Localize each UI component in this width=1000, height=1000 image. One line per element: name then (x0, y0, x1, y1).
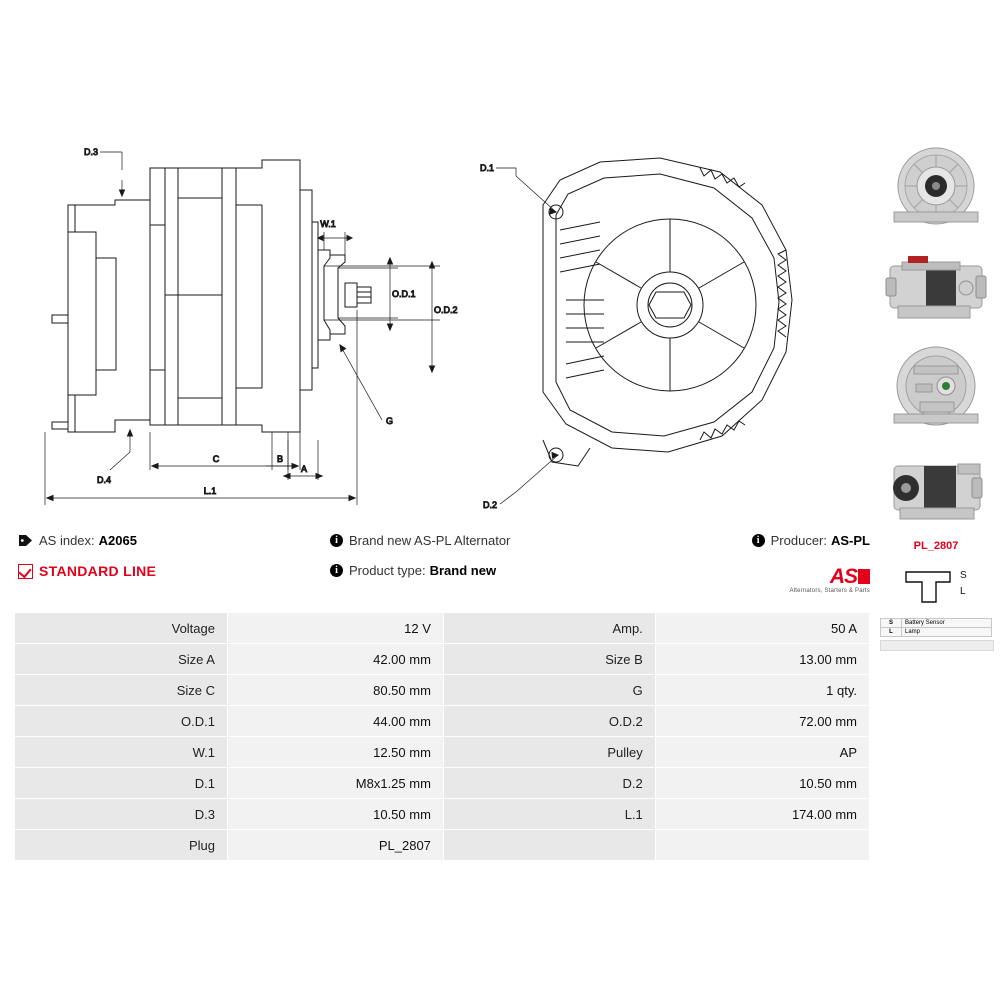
producer-line (642, 533, 870, 548)
plug-terminal-key: L (881, 628, 902, 637)
check-box-icon (18, 564, 33, 579)
svg-text:C: C (212, 454, 220, 464)
spec-key: Pulley (443, 737, 655, 768)
spec-key: D.2 (443, 768, 655, 799)
spec-key: Plug (15, 830, 228, 861)
spec-value: M8x1.25 mm (227, 768, 443, 799)
as-pl-logo-subtitle: Alternators, Starters & Parts (789, 588, 870, 594)
spec-value: 50 A (655, 613, 869, 644)
spec-value-empty (655, 830, 869, 861)
plug-terminal-desc: Lamp (902, 628, 992, 637)
spec-value: 174.00 mm (655, 799, 869, 830)
spec-value: 12.50 mm (227, 737, 443, 768)
svg-text:S: S (960, 570, 967, 581)
drawings-svg (0, 0, 880, 520)
product-photo-side-left[interactable] (880, 240, 992, 332)
svg-text:D.2: D.2 (482, 500, 497, 510)
spec-value: 10.50 mm (655, 768, 869, 799)
spec-value: 10.50 mm (227, 799, 443, 830)
info-column-producer (642, 533, 870, 594)
info-icon: i (330, 564, 343, 577)
plug-spacer (880, 640, 994, 651)
plug-code-label: PL_2807 (913, 540, 959, 552)
spec-value: 13.00 mm (655, 644, 869, 675)
info-column-product (330, 533, 630, 593)
product-photo-side-right[interactable] (880, 440, 992, 532)
technical-drawings (0, 0, 880, 520)
product-type-value: Brand new (429, 563, 497, 578)
as-index-label: AS index: (39, 533, 95, 548)
svg-text:O.D.1: O.D.1 (392, 289, 416, 299)
svg-text:D.4: D.4 (96, 475, 112, 485)
as-index-line (18, 533, 318, 548)
as-pl-logo-mark (830, 565, 870, 589)
spec-value: PL_2807 (227, 830, 443, 861)
spec-value: 1 qty. (655, 675, 869, 706)
svg-text:D.3: D.3 (83, 147, 98, 157)
svg-text:W.1: W.1 (320, 219, 336, 229)
spec-value: 72.00 mm (655, 706, 869, 737)
svg-text:L: L (960, 586, 966, 597)
table-row (15, 737, 870, 768)
spec-value: 44.00 mm (227, 706, 443, 737)
spec-key: Size A (15, 644, 228, 675)
spec-key-empty (443, 830, 655, 861)
brand-new-line (330, 533, 630, 548)
product-type-label: Product type: (349, 563, 426, 578)
info-icon: i (752, 534, 765, 547)
tag-icon (18, 534, 33, 547)
table-row (15, 644, 870, 675)
product-photo-strip (880, 140, 992, 651)
spec-key: O.D.1 (15, 706, 228, 737)
table-row (15, 768, 870, 799)
svg-text:B: B (276, 454, 284, 464)
standard-line-badge (18, 563, 318, 579)
svg-text:D.1: D.1 (479, 163, 494, 173)
standard-line-label: STANDARD LINE (39, 563, 157, 579)
producer-value: AS-PL (831, 533, 870, 548)
as-pl-logo-bar (858, 569, 870, 584)
spec-key: D.1 (15, 768, 228, 799)
brand-new-text: Brand new AS-PL Alternator (349, 533, 511, 548)
product-photo-front[interactable] (880, 140, 992, 232)
plug-legend-row (881, 628, 992, 637)
table-row (15, 706, 870, 737)
spec-value: 42.00 mm (227, 644, 443, 675)
plug-legend-table (880, 618, 992, 637)
spec-key: G (443, 675, 655, 706)
spec-key: L.1 (443, 799, 655, 830)
spec-key: D.3 (15, 799, 228, 830)
as-pl-logo-text: AS (829, 565, 857, 588)
plug-terminal-key: S (881, 619, 902, 628)
info-column-index (18, 533, 318, 594)
spec-key: Voltage (15, 613, 228, 644)
specification-table (14, 612, 870, 861)
svg-text:A: A (300, 464, 308, 474)
info-row (18, 533, 870, 601)
plug-terminal-desc: Battery Sensor (902, 619, 992, 628)
table-row (15, 830, 870, 861)
spec-key: W.1 (15, 737, 228, 768)
spec-key: O.D.2 (443, 706, 655, 737)
product-type-line (330, 563, 630, 578)
info-icon: i (330, 534, 343, 547)
spec-key: Size B (443, 644, 655, 675)
table-row (15, 613, 870, 644)
spec-value: AP (655, 737, 869, 768)
as-index-value: A2065 (98, 533, 137, 548)
as-pl-logo (710, 565, 870, 594)
producer-label: Producer: (770, 533, 827, 548)
table-row (15, 799, 870, 830)
svg-text:L.1: L.1 (203, 486, 217, 496)
table-row (15, 675, 870, 706)
svg-text:O.D.2: O.D.2 (434, 305, 458, 315)
spec-key: Amp. (443, 613, 655, 644)
spec-key: Size C (15, 675, 228, 706)
spec-value: 80.50 mm (227, 675, 443, 706)
product-photo-rear[interactable] (880, 340, 992, 432)
spec-value: 12 V (227, 613, 443, 644)
plug-legend-row (881, 619, 992, 628)
plug-diagram (880, 554, 992, 616)
svg-text:G: G (386, 416, 394, 426)
